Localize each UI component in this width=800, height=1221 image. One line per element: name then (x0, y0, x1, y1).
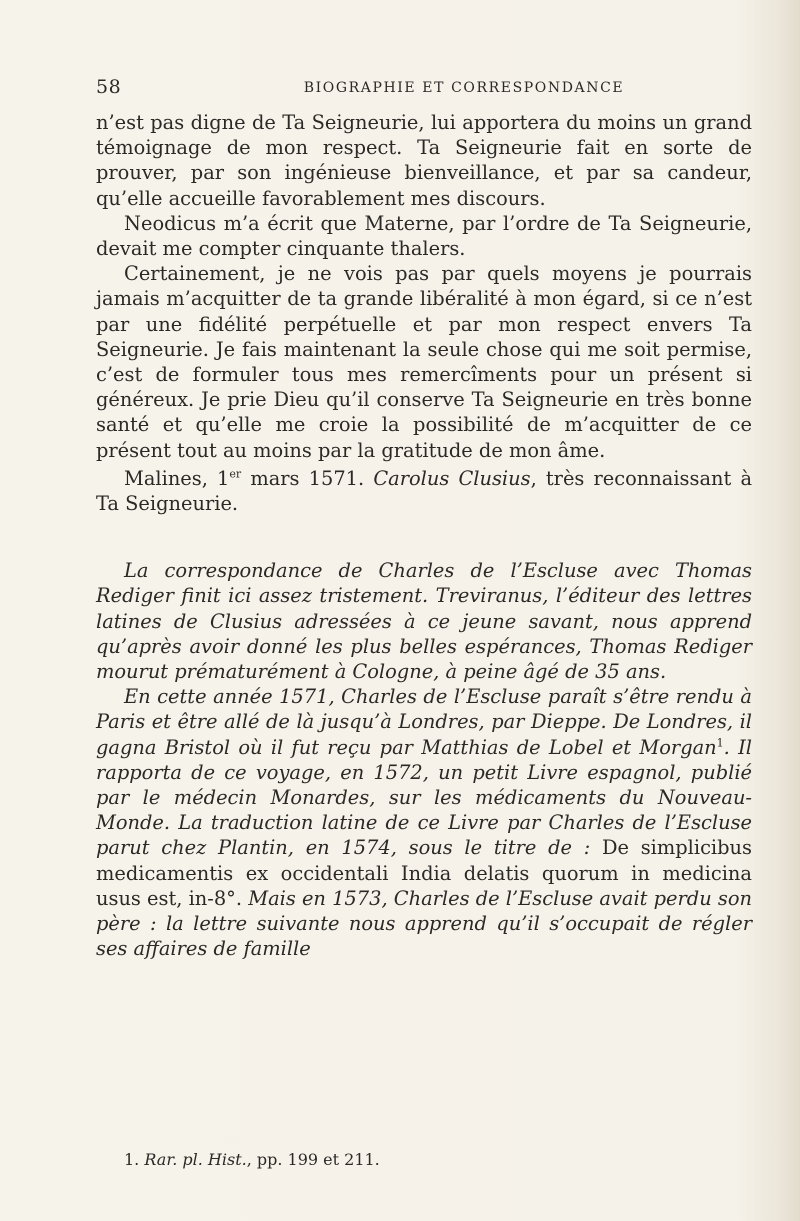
commentary (96, 558, 752, 961)
page-number: 58 (96, 76, 122, 98)
commentary-paragraph-1: La correspondance de Charles de l’Escluse avec Thomas Rediger finit ici assez tristement. Treviranus, l’éditeur des lettres latines de Clusius adressées à ce jeune savant, nous apprend qu’après avoir donné les plus belles espérances, Thomas Rediger mourut prématurément à Cologne, à peine âgé de 35 ans. (96, 559, 752, 684)
ordinal-superscript: er (229, 467, 242, 481)
page-body (96, 110, 752, 962)
footnote-source: Rar. pl. Hist. (144, 1150, 247, 1169)
signoff-date: mars 1571. (241, 466, 374, 490)
commentary-text: . Il rapporta de ce voyage, en 1572, un petit Livre espagnol, publié par le médecin Monardes, sur les médicaments du Nouveau-Monde. La traduction latine de ce Livre par Charles de l’Escluse parut chez Plantin, en 1574, sous le titre de : (96, 735, 752, 860)
signature: Carolus Clusius (373, 466, 531, 490)
latin-title: De simplicibus medicamentis ex occidentali India delatis quorum in medicina usus est, in-8°. (96, 836, 752, 910)
commentary-text: Mais en 1573, Charles de l’Escluse avait perdu son père : la lettre suivante nous apprend qu’il s’occupait de régler ses affaires de famille (96, 886, 752, 961)
letter-paragraph-3: Certainement, je ne vois pas par quels moyens je pourrais jamais m’acquitter de ta grande libéralité à mon égard, si ce n’est par une fidélité perpétuelle et par mon respect envers Ta Seigneurie. Je fais maintenant la seule chose qui me soit permise, c’est de formuler tous mes remercîments pour un présent si généreux. Je prie Dieu qu’il conserve Ta Seigneurie en très bonne santé et qu’elle me croie la possibilité de m’acquitter de ce présent tout au moins par la gratitude de mon âme. (96, 262, 752, 462)
footnote-reference: 1 (716, 736, 724, 750)
letter-paragraph-1: n’est pas digne de Ta Seigneurie, lui apportera du moins un grand témoignage de mon respect. Ta Seigneurie fait en sorte de prouver, par son ingénieuse bienveillance, et par sa candeur, qu’elle accueille favorablement mes discours. (96, 111, 752, 210)
page-header (96, 76, 752, 100)
signoff-place-date: Malines, 1 (124, 466, 230, 490)
letter-signoff (96, 466, 752, 516)
commentary-paragraph-2 (96, 684, 752, 961)
footnote (124, 1150, 380, 1169)
footnote-number: 1. (124, 1150, 145, 1169)
letter-paragraph-2: Neodicus m’a écrit que Materne, par l’ordre de Ta Seigneurie, devait me compter cinquante thalers. (96, 211, 752, 261)
running-head: BIOGRAPHIE ET CORRESPONDANCE (303, 80, 625, 96)
signoff-closing: , très reconnaissant à Ta Seigneurie. (96, 466, 753, 516)
commentary-text: En cette année 1571, Charles de l’Escluse paraît s’être rendu à Paris et être allé de là jusqu’à Londres, par Dieppe. De Londres, il gagna Bristol où il fut reçu par Matthias de Lobel et Morgan (96, 685, 752, 759)
footnote-pages: , pp. 199 et 211. (246, 1150, 380, 1169)
